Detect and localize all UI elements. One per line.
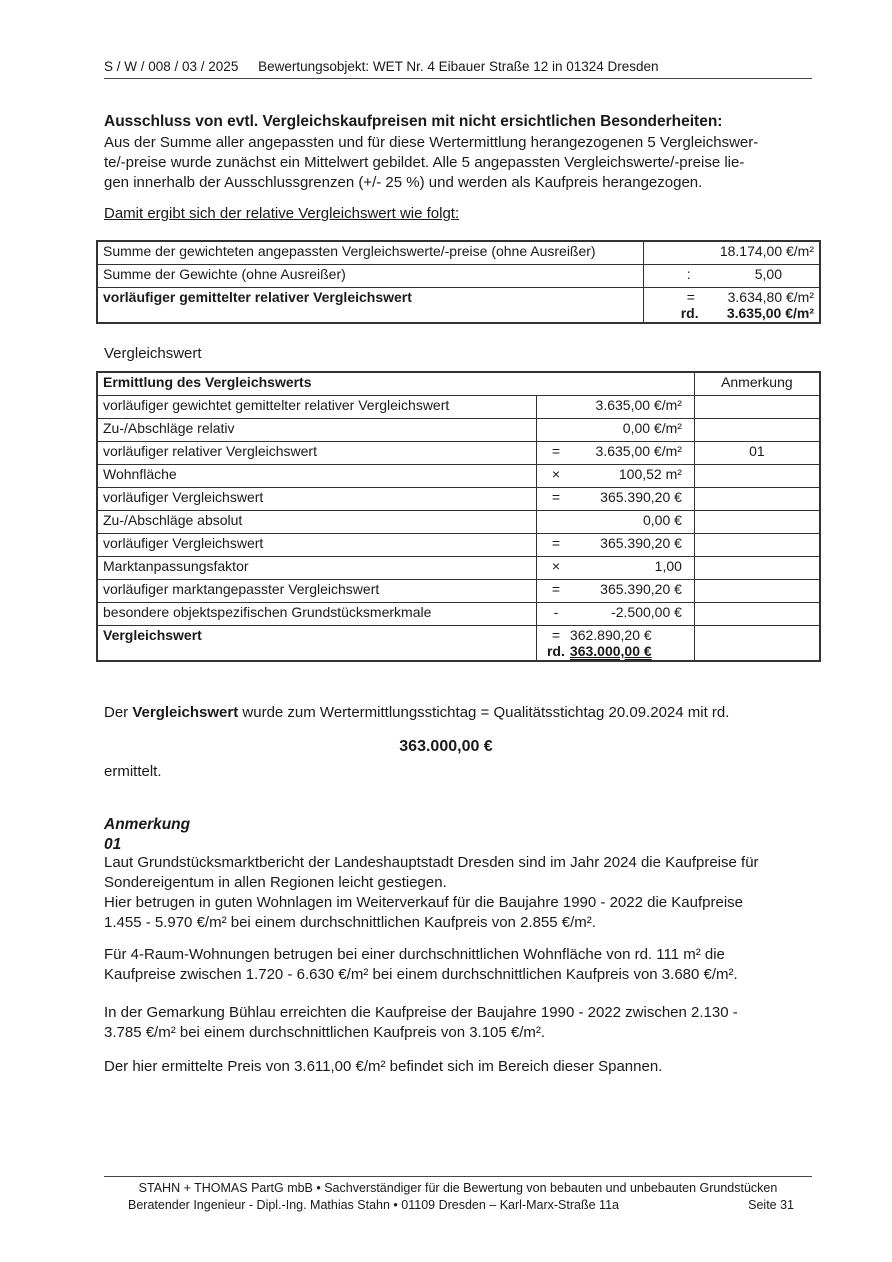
table-row xyxy=(97,419,820,442)
rounded-value: 363.000,00 € xyxy=(569,643,652,659)
table-row xyxy=(97,511,820,534)
result-prefix: Der xyxy=(104,704,133,721)
row-value: 3.634,80 €/m² xyxy=(727,289,814,305)
section-paragraph xyxy=(104,133,812,193)
row-label: vorläufiger gemittelter relativer Vergleichswert xyxy=(97,288,643,324)
paragraph-line: Laut Grundstücksmarktbericht der Landeshauptstadt Dresden sind im Jahr 2024 die Kaufpreise für xyxy=(104,854,759,871)
row-label: vorläufiger Vergleichswert xyxy=(97,534,536,557)
row-value: -2.500,00 € xyxy=(611,604,682,620)
footer-address: Beratender Ingenieur - Dipl.-Ing. Mathias Stahn • 01109 Dresden – Karl-Marx-Straße 11a xyxy=(128,1198,619,1212)
table-row xyxy=(97,288,820,324)
row-label: vorläufiger Vergleichswert xyxy=(97,488,536,511)
table-row xyxy=(97,626,820,662)
table-row xyxy=(97,241,820,265)
paragraph-line: 1.455 - 5.970 €/m² bei einem durchschnittlichen Kaufpreis von 2.855 €/m². xyxy=(104,914,596,931)
row-value: 18.174,00 €/m² xyxy=(643,241,820,265)
paragraph-line: te/-preise wurde zunächst ein Mittelwert gebildet. Alle 5 angepassten Vergleichswerte/-preise lie- xyxy=(104,154,745,171)
valuation-object: Bewertungsobjekt: WET Nr. 4 Eibauer Straße 12 in 01324 Dresden xyxy=(258,59,659,74)
table-header-row xyxy=(97,372,820,396)
footer-company: STAHN + THOMAS PartG mbB • Sachverständiger für die Bewertung von bebauten und unbebauten Grundstücken xyxy=(138,1181,778,1195)
section-title: Ausschluss von evtl. Vergleichskaufpreisen mit nicht ersichtlichen Besonderheiten: xyxy=(104,113,723,130)
row-value-cell xyxy=(536,488,694,511)
comparison-value-table xyxy=(96,371,821,662)
header-divider xyxy=(104,78,812,79)
page-number: Seite 31 xyxy=(748,1198,794,1212)
row-label: Zu-/Abschläge relativ xyxy=(97,419,536,442)
row-operator: × xyxy=(551,466,561,482)
row-value-cell xyxy=(536,534,694,557)
row-label: Zu-/Abschläge absolut xyxy=(97,511,536,534)
row-operator: × xyxy=(551,558,561,574)
table-row xyxy=(97,488,820,511)
table-row xyxy=(97,265,820,288)
footer-divider xyxy=(104,1176,812,1177)
row-value-cell xyxy=(643,265,820,288)
row-note: 01 xyxy=(694,442,820,465)
table-row xyxy=(97,442,820,465)
footer-address-row xyxy=(104,1198,812,1212)
column-header: Anmerkung xyxy=(694,372,820,396)
row-value-cell xyxy=(643,288,820,324)
row-value: 0,00 €/m² xyxy=(622,420,682,436)
note-title: Anmerkung xyxy=(104,816,191,833)
row-value-cell xyxy=(536,465,694,488)
paragraph-line: Aus der Summe aller angepassten und für diese Wertermittlung herangezogenen 5 Vergleichswer- xyxy=(104,134,759,151)
row-value: 0,00 € xyxy=(642,512,682,528)
table-intro: Damit ergibt sich der relative Vergleichswert wie folgt: xyxy=(104,205,460,222)
row-value-cell xyxy=(536,442,694,465)
table-row xyxy=(97,557,820,580)
result-term: Vergleichswert xyxy=(132,704,239,721)
row-operator: = xyxy=(551,489,561,505)
paragraph-line: Für 4-Raum-Wohnungen betrugen bei einer durchschnittlichen Wohnfläche von rd. 111 m² die xyxy=(104,946,725,963)
result-after: ermittelt. xyxy=(104,763,162,780)
row-value-cell xyxy=(536,603,694,626)
row-note xyxy=(694,603,820,626)
row-operator: rd. xyxy=(546,643,565,659)
paragraph-line: Kaufpreise zwischen 1.720 - 6.630 €/m² bei einem durchschnittlichen Kaufpreis von 3.680 €/m². xyxy=(104,966,738,983)
column-header: Ermittlung des Vergleichswerts xyxy=(97,372,694,396)
note-paragraph-4: Der hier ermittelte Preis von 3.611,00 €/m² befindet sich im Bereich dieser Spannen. xyxy=(104,1058,663,1075)
table-row xyxy=(97,603,820,626)
row-value-cell xyxy=(536,557,694,580)
row-value: 5,00 xyxy=(754,266,782,282)
row-value-cell xyxy=(536,511,694,534)
result-value: 363.000,00 € xyxy=(399,738,493,755)
paragraph-line: gen innerhalb der Ausschlussgrenzen (+/- 25 %) und werden als Kaufpreis herangezogen. xyxy=(104,174,703,191)
row-label: vorläufiger relativer Vergleichswert xyxy=(97,442,536,465)
table-row xyxy=(97,396,820,419)
row-label: besondere objektspezifischen Grundstücksmerkmale xyxy=(97,603,536,626)
row-label: Vergleichswert xyxy=(97,626,536,662)
document-reference: S / W / 008 / 03 / 2025 xyxy=(104,59,239,74)
row-operator: = xyxy=(551,535,561,551)
row-operator: = xyxy=(551,443,561,459)
page-header xyxy=(104,59,812,74)
paragraph-line: 3.785 €/m² bei einem durchschnittlichen Kaufpreis von 3.105 €/m². xyxy=(104,1024,546,1041)
row-operator: = xyxy=(551,581,561,597)
row-operator: = xyxy=(551,627,561,643)
row-value: 365.390,20 € xyxy=(600,489,682,505)
row-label: vorläufiger marktangepasster Vergleichswert xyxy=(97,580,536,603)
row-value: 362.890,20 € xyxy=(569,627,652,643)
row-note xyxy=(694,419,820,442)
table-row xyxy=(97,465,820,488)
note-paragraph-2 xyxy=(104,945,812,985)
row-operator: : xyxy=(686,266,691,282)
row-value: 365.390,20 € xyxy=(600,535,682,551)
row-note xyxy=(694,396,820,419)
table-row xyxy=(97,534,820,557)
rounded-value: 3.635,00 €/m² xyxy=(726,305,814,321)
note-number: 01 xyxy=(104,836,122,853)
row-note xyxy=(694,511,820,534)
row-value-cell xyxy=(536,396,694,419)
row-note xyxy=(694,580,820,603)
row-value: 100,52 m² xyxy=(618,466,682,482)
row-value-cell xyxy=(536,580,694,603)
row-label: Summe der Gewichte (ohne Ausreißer) xyxy=(97,265,643,288)
result-suffix: wurde zum Wertermittlungsstichtag = Qualitätsstichtag 20.09.2024 mit rd. xyxy=(238,704,730,721)
row-label: Wohnfläche xyxy=(97,465,536,488)
row-value: 3.635,00 €/m² xyxy=(595,397,682,413)
row-value-cell xyxy=(536,419,694,442)
row-note xyxy=(694,557,820,580)
note-heading xyxy=(104,815,190,855)
row-operator: - xyxy=(553,604,559,620)
row-label: Marktanpassungsfaktor xyxy=(97,557,536,580)
row-value: 1,00 xyxy=(654,558,682,574)
table-row xyxy=(97,580,820,603)
row-operator: = xyxy=(686,289,695,305)
note-paragraph-1 xyxy=(104,853,812,933)
row-operator: rd. xyxy=(680,305,699,321)
row-note xyxy=(694,626,820,662)
row-note xyxy=(694,534,820,557)
row-value: 3.635,00 €/m² xyxy=(595,443,682,459)
vergleichswert-heading: Vergleichswert xyxy=(104,345,202,362)
note-paragraph-3 xyxy=(104,1003,812,1043)
paragraph-line: In der Gemarkung Bühlau erreichten die Kaufpreise der Baujahre 1990 - 2022 zwischen 2.130 - xyxy=(104,1004,738,1021)
result-sentence xyxy=(104,704,729,721)
row-note xyxy=(694,465,820,488)
row-label: Summe der gewichteten angepassten Vergleichswerte/-preise (ohne Ausreißer) xyxy=(97,241,643,265)
paragraph-line: Sondereigentum in allen Regionen leicht gestiegen. xyxy=(104,874,447,891)
row-note xyxy=(694,488,820,511)
relative-value-table xyxy=(96,240,821,324)
row-value: 365.390,20 € xyxy=(600,581,682,597)
paragraph-line: Hier betrugen in guten Wohnlagen im Weiterverkauf für die Baujahre 1990 - 2022 die Kaufpreise xyxy=(104,894,744,911)
row-label: vorläufiger gewichtet gemittelter relativer Vergleichswert xyxy=(97,396,536,419)
row-value-cell xyxy=(536,626,694,662)
